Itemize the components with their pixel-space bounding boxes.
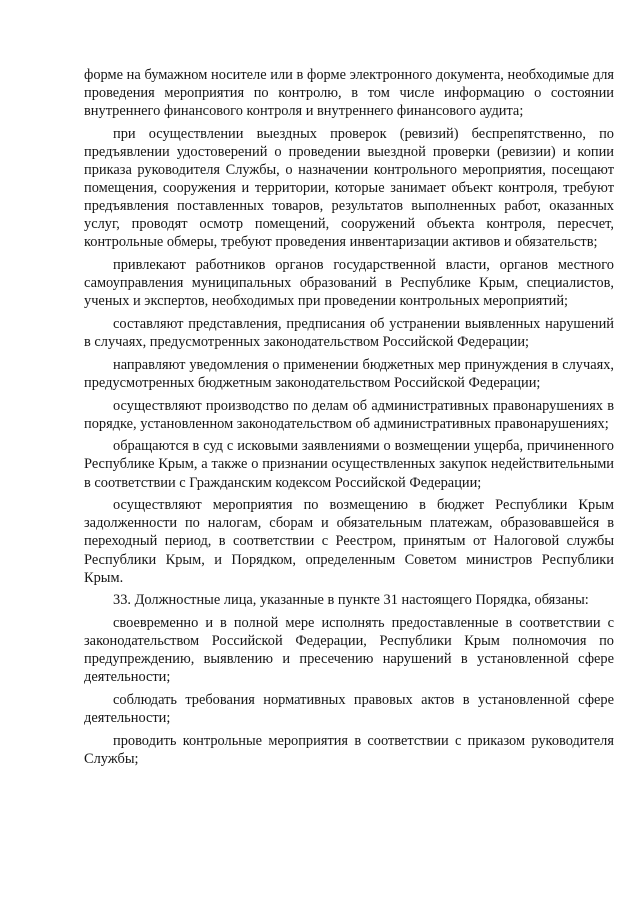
paragraph-duty-conduct-inspections: проводить контрольные мероприятия в соответствии с приказом руководителя Службы; [84,732,614,767]
paragraph-budget-coercion: направляют уведомления о применении бюджетных мер принуждения в случаях, предусмотренных бюджетным законодательством Российской Федерации; [84,356,614,391]
paragraph-court-claims: обращаются в суд с исковыми заявлениями о возмещении ущерба, причиненного Республике Крым, а также о признании осуществленных закупок недействительными в соответствии с Гражданским кодексом Российской Федерации; [84,438,614,491]
paragraph-involve-specialists: привлекают работников органов государственной власти, органов местного самоуправления муниципальных образований в Республике Крым, специалистов, ученых и экспертов, необходимых при проведении контрольных мероприятий; [84,257,614,310]
paragraph-clause-33: 33. Должностные лица, указанные в пункте 31 настоящего Порядка, обязаны: [113,592,589,609]
paragraph-duty-exercise-powers: своевременно и в полной мере исполнять предоставленные в соответствии с законодательством Российской Федерации, Республики Крым полномочия по предупреждению, выявлению и пресечению нарушений в установленной сфере деятельности; [84,614,614,686]
paragraph-representations: составляют представления, предписания об устранении выявленных нарушений в случаях, предусмотренных законодательством Российской Федерации; [84,316,614,351]
document-body [84,66,614,768]
paragraph-request-info-continuation: форме на бумажном носителе или в форме электронного документа, необходимые для проведения мероприятия по контролю, в том числе информацию о состоянии внутреннего финансового контроля и внутреннего финансового аудита; [84,67,614,120]
paragraph-debt-recovery: осуществляют мероприятия по возмещению в бюджет Республики Крым задолженности по налогам, сборам и обязательным платежам, образовавшейся в переходный период, в соответствии с Реестром, принятым от Налоговой службы Республики Крым, и Порядком, определенным Советом министров Республики Крым. [84,497,614,586]
paragraph-administrative-offenses: осуществляют производство по делам об административных правонарушениях в порядке, установленном законодательством об административных правонарушениях; [84,397,614,432]
paragraph-field-inspections: при осуществлении выездных проверок (ревизий) беспрепятственно, по предъявлении удостоверений о проведении выездной проверки (ревизии) и копии приказа руководителя Службы, о назначении контрольного мероприятия, посещают помещения, сооружения и территории, которые занимает объект контроля, требуют предъявления поставленных товаров, результатов выполненных работ, оказанных услуг, проводят осмотр помещений, сооружений объекта контроля, пересчет, контрольные обмеры, требуют проведения инвентаризации активов и обязательств; [84,125,614,251]
paragraph-duty-comply: соблюдать требования нормативных правовых актов в установленной сфере деятельности; [84,691,614,727]
